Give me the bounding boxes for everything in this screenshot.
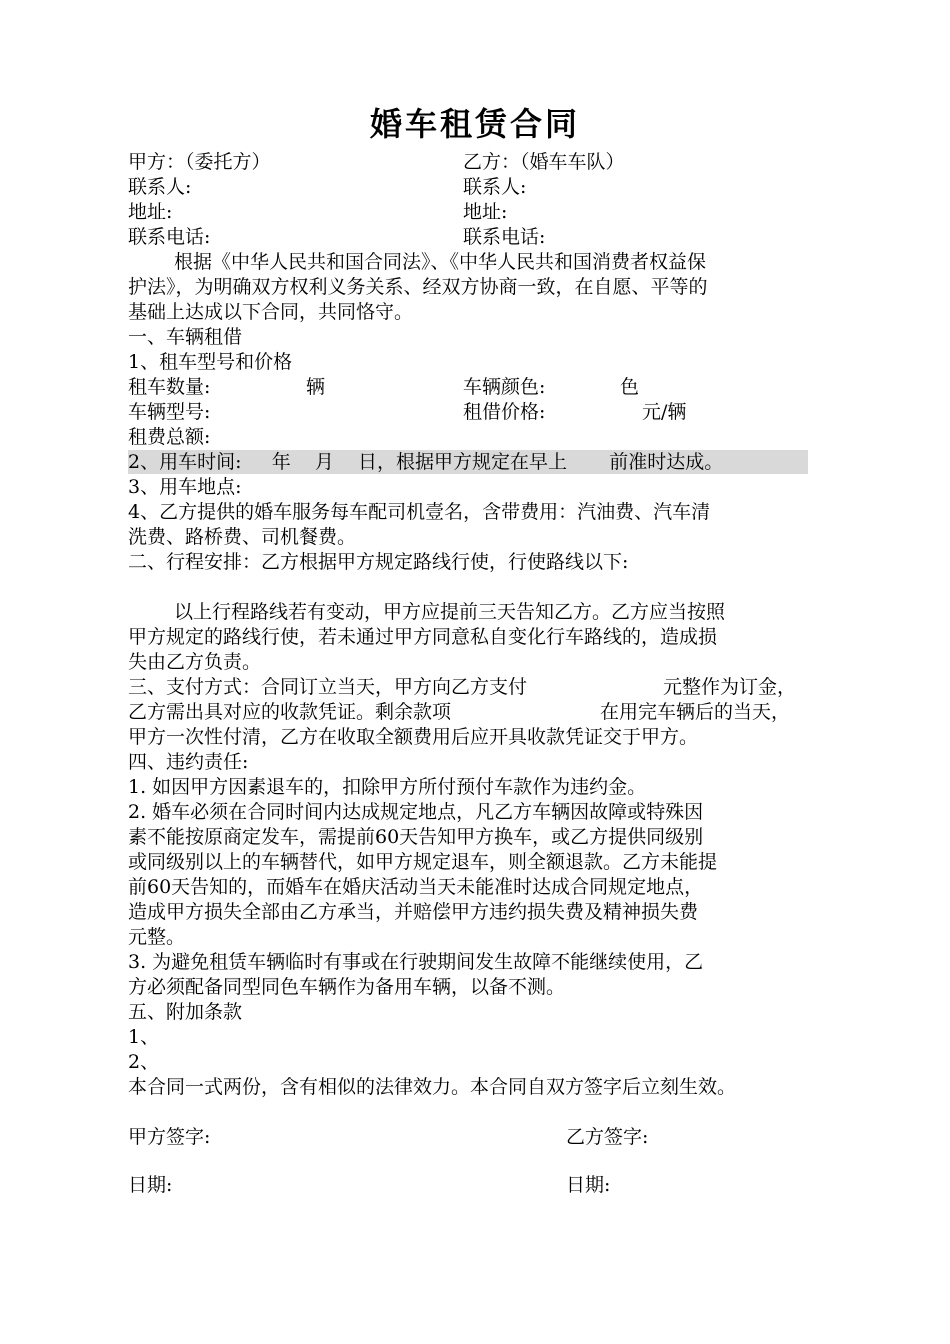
section-heading: 二、行程安排：乙方根据甲方规定路线行使，行使路线以下: — [128, 551, 629, 573]
party-b-label: 乙方：（婚车车队） — [463, 151, 625, 173]
additional-clause-1: 1、 — [128, 1026, 160, 1048]
service-line: 4、乙方提供的婚车服务每车配司机壹名，含带费用：汽油费、汽车清 — [128, 501, 711, 523]
payment-line: 元整作为订金， — [663, 676, 797, 698]
itinerary-paragraph-line: 失由乙方负责。 — [128, 651, 262, 673]
party-b-phone: 联系电话: — [463, 226, 546, 248]
party-a-phone: 联系电话: — [128, 226, 211, 248]
breach-item-2-line: 素不能按原商定发车，需提前60天告知甲方换车，或乙方提供同级别 — [128, 826, 704, 848]
party-a-label: 甲方：（委托方） — [128, 151, 271, 173]
itinerary-paragraph-line: 甲方规定的路线行使，若未通过甲方同意私自变化行车路线的，造成损 — [128, 626, 718, 648]
payment-line: 乙方需出具对应的收款凭证。剩余款项 — [128, 701, 452, 723]
breach-item-1: 1. 如因甲方因素退车的，扣除甲方所付预付车款作为违约金。 — [128, 776, 647, 798]
car-model-label: 车辆型号: — [128, 401, 211, 423]
section-heading: 四、违约责任: — [128, 751, 249, 773]
rental-count-label: 租车数量: — [128, 376, 211, 398]
intro-line: 基础上达成以下合同，共同恪守。 — [128, 301, 414, 323]
itinerary-paragraph-line: 以上行程路线若有变动，甲方应提前三天告知乙方。乙方应当按照 — [174, 601, 726, 623]
rental-time-line: 2、用车时间: 年 月 日，根据甲方规定在早上 前准时达成。 — [128, 450, 808, 474]
document-title: 婚车租赁合同 — [369, 105, 580, 143]
party-b-address: 地址: — [463, 201, 508, 223]
breach-item-2-line: 元整。 — [128, 926, 186, 948]
service-line: 洗费、路桥费、司机餐费。 — [128, 526, 357, 548]
breach-item-2-line: 前60天告知的，而婚车在婚庆活动当天未能准时达成合同规定地点， — [128, 876, 704, 898]
breach-item-2-line: 或同级别以上的车辆替代，如甲方规定退车，则全额退款。乙方未能提 — [128, 851, 718, 873]
party-a-contact: 联系人: — [128, 176, 192, 198]
party-a-signature-label: 甲方签字: — [128, 1126, 211, 1148]
payment-line: 三、支付方式：合同订立当天，甲方向乙方支付 — [128, 676, 528, 698]
car-color-unit: 色 — [620, 376, 640, 398]
payment-line: 甲方一次性付清，乙方在收取全额费用后应开具收款凭证交于甲方。 — [128, 726, 699, 748]
section-heading: 一、车辆租借 — [128, 326, 243, 348]
total-fee-label: 租费总额: — [128, 426, 211, 448]
subsection-heading: 1、租车型号和价格 — [128, 351, 293, 373]
party-b-contact: 联系人: — [463, 176, 527, 198]
party-a-date-label: 日期: — [128, 1174, 173, 1196]
party-b-signature-label: 乙方签字: — [566, 1126, 649, 1148]
closing-statement: 本合同一式两份，含有相似的法律效力。本合同自双方签字后立刻生效。 — [128, 1076, 737, 1098]
breach-item-3-line: 3. 为避免租赁车辆临时有事或在行驶期间发生故障不能继续使用，乙 — [128, 951, 704, 973]
intro-line: 根据《中华人民共和国合同法》、《中华人民共和国消费者权益保 — [174, 251, 707, 273]
rental-price-label: 租借价格: — [463, 401, 546, 423]
additional-clause-2: 2、 — [128, 1051, 160, 1073]
rental-count-unit: 辆 — [306, 376, 326, 398]
rental-price-unit: 元/辆 — [642, 401, 687, 423]
rental-place-line: 3、用车地点: — [128, 476, 242, 498]
payment-line: 在用完车辆后的当天， — [600, 701, 791, 723]
breach-item-2-line: 造成甲方损失全部由乙方承当，并赔偿甲方违约损失费及精神损失费 — [128, 901, 699, 923]
car-color-label: 车辆颜色: — [463, 376, 546, 398]
party-b-date-label: 日期: — [566, 1174, 611, 1196]
section-heading: 五、附加条款 — [128, 1001, 243, 1023]
intro-line: 护法》，为明确双方权利义务关系、经双方协商一致，在自愿、平等的 — [128, 276, 708, 298]
breach-item-3-line: 方必须配备同型同色车辆作为备用车辆，以备不测。 — [128, 976, 566, 998]
breach-item-2-line: 2. 婚车必须在合同时间内达成规定地点，凡乙方车辆因故障或特殊因 — [128, 801, 704, 823]
party-a-address: 地址: — [128, 201, 173, 223]
